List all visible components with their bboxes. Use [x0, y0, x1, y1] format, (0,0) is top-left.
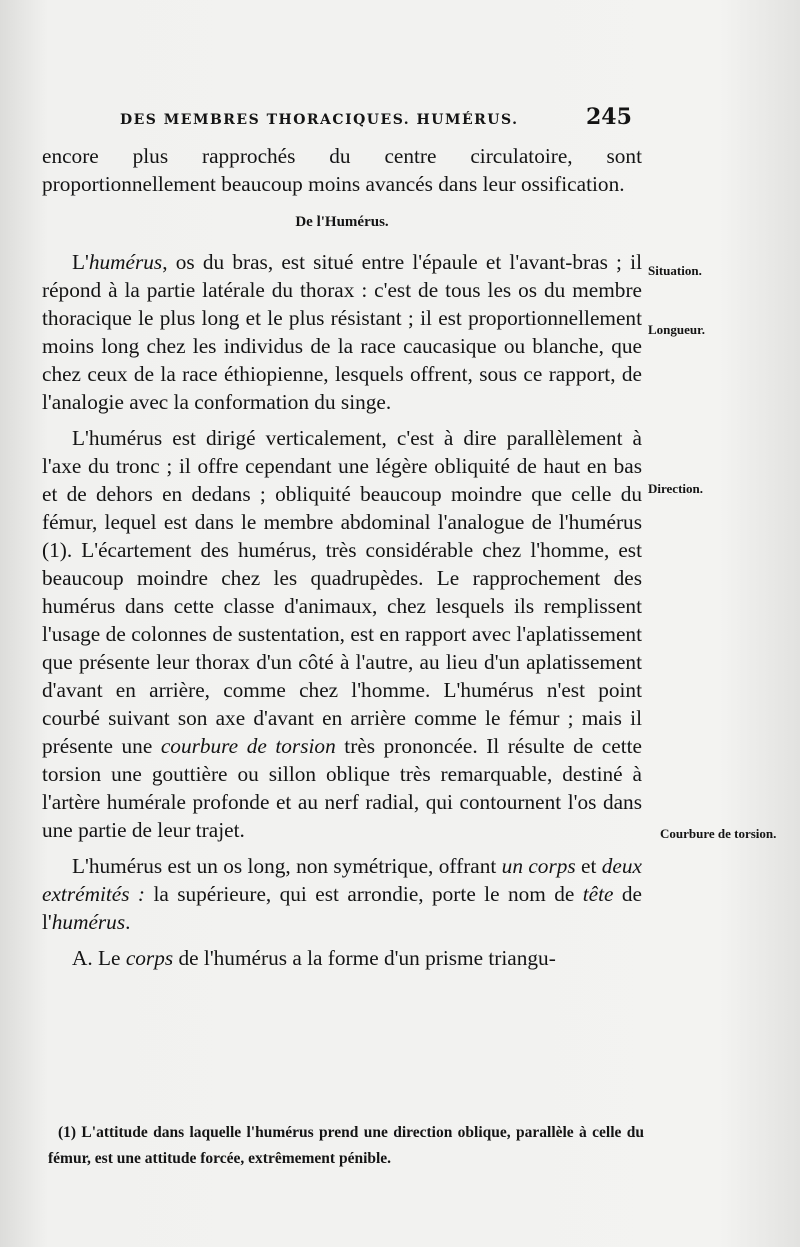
- p4-text-a: A. Le: [72, 946, 126, 970]
- p3-emphasis-corps: un corps: [501, 854, 576, 878]
- running-title: DES MEMBRES THORACIQUES. HUMÉRUS.: [120, 112, 519, 128]
- p1-text-b: , os du bras, est situé entre l'épaule et l'avant-bras ; il répond à la partie latérale du thorax : c'est de tous les os du membre thoracique le plus long et le plus résistant ; il est proportionnellement moins long chez les individus de la race caucasique ou blanche, que chez ceux de la race éthiopienne, lesquels offrent, sous ce rapport, de l'analogie avec la conformation du singe.: [42, 250, 642, 414]
- p4-emphasis-corps: corps: [125, 946, 174, 970]
- intro-paragraph: encore plus rapprochés du centre circulatoire, sont proportionnellement beaucoup moins avancés dans leur ossification.: [42, 144, 642, 196]
- paragraph-structure: [42, 852, 642, 936]
- margin-note-longueur: Longueur.: [648, 322, 705, 337]
- p2-text-a: L'humérus est dirigé verticalement, c'est à dire parallèlement à l'axe du tronc ; il offre cependant une légère obliquité de haut en bas et de dehors en dedans ; obliquité beaucoup moindre que celle du fémur, lequel est dans le membre abdominal l'analogue de l'humérus (1). L'écartement des humérus, très considérable chez l'homme, est beaucoup moindre chez les quadrupèdes. Le rapprochement des humérus dans cette classe d'animaux, chez lesquels ils remplissent l'usage de colonnes de sustentation, est en rapport avec l'aplatissement que présente leur thorax d'un côté à l'autre, au lieu d'un aplatissement d'avant en arrière, comme chez l'homme. L'humérus n'est point courbé suivant son axe d'avant en arrière comme le fémur ; mais il présente une: [42, 426, 642, 758]
- margin-note-situation: Situation.: [648, 263, 702, 278]
- footnote-area: [48, 1120, 644, 1172]
- p3-text-c: la supérieure, qui est arrondie, porte le nom de: [145, 882, 583, 906]
- p3-emphasis-extremites: deux extrémités :: [42, 854, 642, 906]
- margin-note-direction: Direction.: [648, 481, 703, 496]
- p3-emphasis-humerus: humérus: [51, 910, 126, 934]
- p3-text-a: L'humérus est un os long, non symétrique, offrant: [72, 854, 502, 878]
- p2-emphasis-courbure: courbure de torsion: [160, 734, 336, 758]
- page-number: 245: [586, 104, 632, 130]
- p1-text-a: L': [72, 250, 89, 274]
- p3-emphasis-tete: tête: [582, 882, 614, 906]
- paragraph-direction: [42, 424, 642, 844]
- paragraph-corps: [42, 944, 642, 972]
- p1-emphasis-humerus: humérus: [88, 250, 163, 274]
- footnote-1: (1) L'attitude dans laquelle l'humérus prend une direction oblique, parallèle à celle du fémur, est une attitude forcée, extrêmement pénible.: [48, 1124, 644, 1167]
- p2-text-b: très prononcée. Il résulte de cette torsion une gouttière ou sillon oblique très remarquable, destiné à l'artère humérale profonde et au nerf radial, qui contournent l'os dans une partie de leur trajet.: [42, 734, 642, 842]
- p4-text-b: de l'humérus a la forme d'un prisme triangu-: [173, 946, 556, 970]
- main-text: [42, 142, 642, 972]
- section-title: De l'Humérus.: [295, 214, 389, 230]
- p3-text-d: de l': [42, 882, 642, 934]
- p3-text-e: .: [125, 910, 131, 934]
- margin-note-courbure: Courbure de torsion.: [660, 826, 777, 841]
- paragraph-situation: [42, 248, 642, 416]
- p3-text-b: et: [575, 854, 602, 878]
